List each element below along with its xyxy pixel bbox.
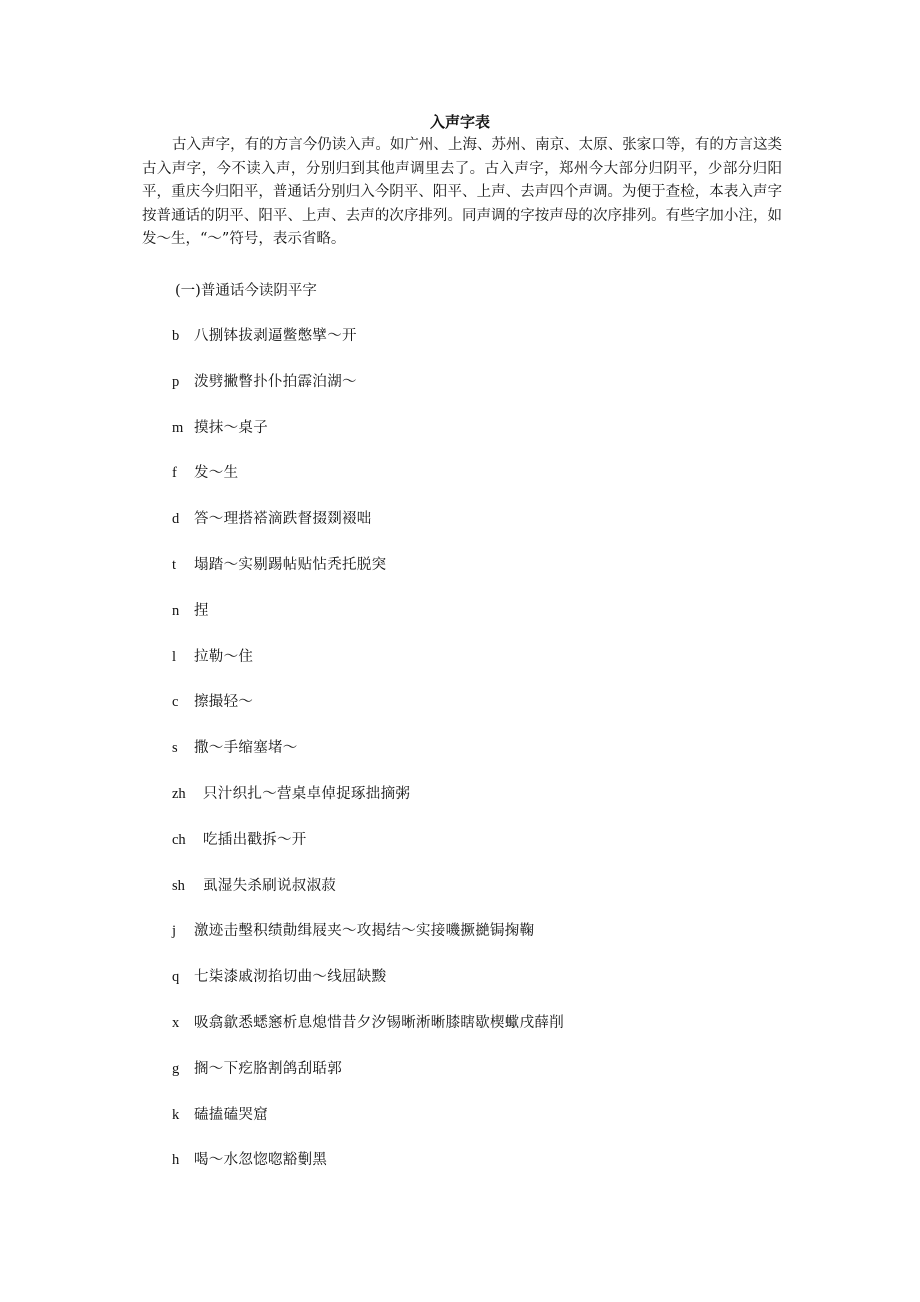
entry-initial: n xyxy=(172,602,180,619)
entry-chars: 吸翕歙悉蟋窸析息熄惜昔夕汐锡晰淅晰膝瞎歇楔蠍戌薛削 xyxy=(194,1014,564,1031)
list-item xyxy=(172,876,792,922)
entry-chars: 搁～下疙胳割鸽刮聒郭 xyxy=(194,1060,342,1077)
list-item xyxy=(172,601,792,647)
list-item xyxy=(172,921,792,967)
entry-initial: h xyxy=(172,1152,180,1169)
section-heading: (一)普通话今读阴平字 xyxy=(175,283,317,299)
entry-initial: s xyxy=(172,740,178,757)
entry-chars: 喝～水忽惚唿豁劐黑 xyxy=(194,1152,328,1169)
list-item xyxy=(172,967,792,1013)
list-item xyxy=(172,509,792,555)
entry-initial: c xyxy=(172,694,179,711)
entry-initial: zh xyxy=(172,785,186,802)
entry-initial: f xyxy=(172,465,177,482)
entry-chars: 虱湿失杀刷说叔淑菽 xyxy=(203,877,337,894)
intro-paragraph: 古入声字，有的方言今仍读入声。如广州、上海、苏州、南京、太原、张家口等，有的方言这类古入声字，今不读入声，分别归到其他声调里去了。古入声字，郑州今大部分归阴平，少部分归阳平，重庆今归阳平，普通话分别归入今阴平、阳平、上声、去声四个声调。为便于查检，本表入声字按普通话的阴平、阳平、上声、去声的次序排列。同声调的字按声母的次序排列。有些字加小注，如发～生，“～”符号，表示省略。 xyxy=(142,137,782,247)
entry-initial: ch xyxy=(172,831,186,848)
list-item xyxy=(172,830,792,876)
list-item xyxy=(172,463,792,509)
entry-chars: 七柒漆戚沏掐切曲～线屈缺黢 xyxy=(194,969,387,986)
list-item xyxy=(172,1150,792,1196)
list-item xyxy=(172,1013,792,1059)
list-item xyxy=(172,326,792,372)
list-item xyxy=(172,647,792,693)
list-item xyxy=(172,372,792,418)
entry-initial: q xyxy=(172,969,180,986)
entry-initial: j xyxy=(172,923,177,940)
document-title: 入声字表 xyxy=(429,113,490,131)
list-item xyxy=(172,1105,792,1151)
entry-chars: 擦撮轻～ xyxy=(194,694,254,711)
entry-chars: 激迹击墼积绩勣缉屐夹～攻揭结～实接嘰撅撧锔掬鞠 xyxy=(194,923,535,940)
entry-chars: 塌踏～实剔踢帖贴怗秃托脱突 xyxy=(194,556,387,573)
entry-chars: 撒～手缩塞堵～ xyxy=(194,740,298,757)
entry-chars: 只汁织扎～营桌卓倬捉琢拙摘粥 xyxy=(203,785,411,802)
entry-chars: 发～生 xyxy=(194,465,239,482)
entry-chars: 八捌钵拔剥逼鳖憋擘～开 xyxy=(194,328,357,344)
entry-initial: b xyxy=(172,328,180,344)
entry-initial: l xyxy=(172,648,177,665)
entry-list xyxy=(172,326,792,1196)
entry-chars: 捏 xyxy=(194,602,209,619)
entry-chars: 吃插出戳拆～开 xyxy=(203,831,307,848)
entry-initial: d xyxy=(172,511,180,528)
entry-chars: 泼劈撇瞥扑仆拍霹泊湖～ xyxy=(194,373,357,390)
entry-chars: 拉勒～住 xyxy=(194,648,254,665)
list-item xyxy=(172,784,792,830)
entry-initial: t xyxy=(172,556,177,573)
entry-chars: 磕搕磕哭窟 xyxy=(194,1106,268,1123)
list-item xyxy=(172,555,792,601)
entry-chars: 摸抹～桌子 xyxy=(194,419,268,436)
entry-initial: x xyxy=(172,1014,180,1031)
entry-initial: m xyxy=(172,419,184,436)
list-item xyxy=(172,738,792,784)
list-item xyxy=(172,692,792,738)
entry-initial: sh xyxy=(172,877,185,894)
entry-chars: 答～理搭褡滴跌督掇剟裰咄 xyxy=(194,511,372,528)
entry-initial: k xyxy=(172,1106,180,1123)
list-item xyxy=(172,1059,792,1105)
entry-initial: g xyxy=(172,1060,180,1077)
list-item xyxy=(172,418,792,464)
entry-initial: p xyxy=(172,373,180,390)
